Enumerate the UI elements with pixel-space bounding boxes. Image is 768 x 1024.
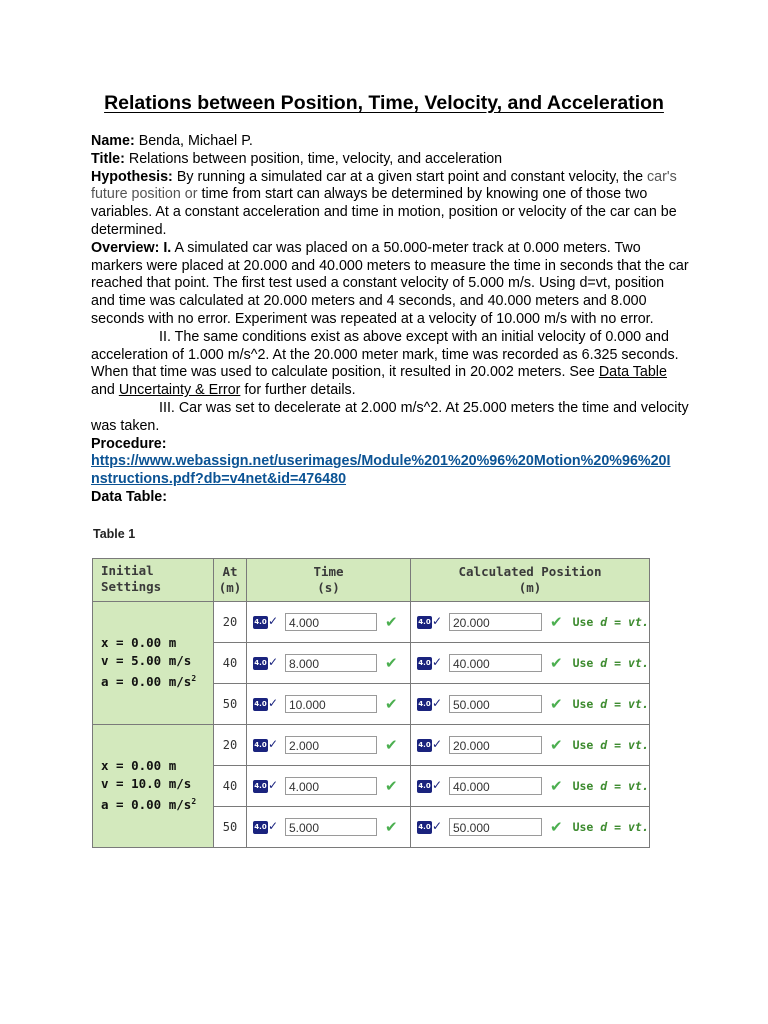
table-row (93, 602, 650, 643)
overview-part2-end: for further details. (244, 382, 356, 399)
overview-paragraph-3 (91, 400, 691, 436)
correct-check-icon: ✔ (550, 613, 563, 631)
formula-hint: Use d = vt. (572, 738, 649, 752)
position-answer-field[interactable]: 40.000 (449, 654, 542, 672)
position-answer-field[interactable]: 40.000 (449, 777, 542, 795)
document-body (91, 133, 691, 507)
submitted-check-icon: ✓ (432, 736, 443, 751)
submitted-check-icon: ✓ (268, 613, 279, 628)
document-title: Relations between Position, Time, Velocity, and Acceleration (104, 92, 664, 114)
name-line (91, 133, 691, 151)
time-answer-field[interactable]: 2.000 (285, 736, 377, 754)
version-badge-icon: 4.0 (253, 739, 268, 752)
version-badge-icon: 4.0 (253, 780, 268, 793)
correct-check-icon: ✔ (385, 818, 398, 836)
submitted-check-icon: ✓ (268, 736, 279, 751)
time-cell (247, 766, 411, 807)
overview-part3-text: III. Car was set to decelerate at 2.000 m/s^2. At 25.000 meters the time and velocity was taken. (91, 399, 689, 434)
at-cell: 20 (214, 725, 247, 766)
procedure-url-link[interactable]: https://www.webassign.net/userimages/Module%201%20%96%20Motion%20%96%20Instructions.pdf?db=v4net&id=476480 (91, 453, 671, 488)
time-cell (247, 602, 411, 643)
position-cell (411, 643, 650, 684)
correct-check-icon: ✔ (550, 695, 563, 713)
submitted-check-icon: ✓ (268, 818, 279, 833)
formula-hint: Use d = vt. (572, 656, 649, 670)
version-badge-icon: 4.0 (417, 616, 432, 629)
version-badge-icon: 4.0 (253, 821, 268, 834)
time-cell (247, 684, 411, 725)
overview-paragraph-2 (91, 329, 691, 400)
correct-check-icon: ✔ (385, 695, 398, 713)
time-answer-field[interactable]: 10.000 (285, 695, 377, 713)
table-header-row (93, 559, 650, 602)
header-initial-settings: Initial Settings (93, 559, 214, 602)
title-value: Relations between position, time, velocity, and acceleration (128, 150, 503, 167)
version-badge-icon: 4.0 (417, 657, 432, 670)
overview-part1-text: A simulated car was placed on a 50.000-meter track at 0.000 meters. Two markers were placed at 20.000 and 40.000 meters to measure the time in seconds that the car reached that point. The first test used a constant velocity of 5.000 m/s. Using d=vt, position and time was calculated at 20.000 meters and 4 seconds, and 40.000 meters and 8.000 seconds with no error. Experiment was repeated at a velocity of 10.000 m/s with no error. (91, 239, 689, 327)
data-table-heading: Data Table: (91, 488, 168, 505)
data-table-link[interactable]: Data Table (598, 364, 667, 381)
setting-line: x = 0.00 m (101, 758, 177, 774)
setting-line: v = 10.0 m/s (101, 776, 192, 792)
initial-settings-cell (93, 725, 214, 848)
version-badge-icon: 4.0 (417, 780, 432, 793)
setting-line: a = 0.00 $m/s^2$ (101, 674, 197, 690)
hypothesis-text-a: By running a simulated car at a given start point and constant velocity, the (176, 168, 644, 185)
position-answer-field[interactable]: 50.000 (449, 695, 542, 713)
correct-check-icon: ✔ (550, 818, 563, 836)
correct-check-icon: ✔ (550, 736, 563, 754)
position-answer-field[interactable]: 20.000 (449, 613, 542, 631)
overview-and: and (91, 382, 115, 399)
submitted-check-icon: ✓ (268, 654, 279, 669)
submitted-check-icon: ✓ (432, 654, 443, 669)
submitted-check-icon: ✓ (432, 777, 443, 792)
version-badge-icon: 4.0 (417, 739, 432, 752)
version-badge-icon: 4.0 (417, 698, 432, 711)
version-badge-icon: 4.0 (253, 657, 268, 670)
time-answer-field[interactable]: 4.000 (285, 613, 377, 631)
formula-hint: Use d = vt. (572, 697, 649, 711)
title-line (91, 151, 691, 169)
results-table (92, 558, 650, 848)
correct-check-icon: ✔ (385, 613, 398, 631)
at-cell: 50 (214, 684, 247, 725)
position-cell (411, 766, 650, 807)
position-cell (411, 684, 650, 725)
position-answer-field[interactable]: 20.000 (449, 736, 542, 754)
name-label: Name: (91, 133, 135, 149)
table-row (93, 725, 650, 766)
title-label: Title: (91, 150, 125, 167)
correct-check-icon: ✔ (385, 654, 398, 672)
time-answer-field[interactable]: 8.000 (285, 654, 377, 672)
overview-part1-label: I. (163, 239, 172, 256)
overview-paragraph-1 (91, 240, 691, 329)
name-value: Benda, Michael P. (138, 133, 253, 149)
initial-settings-cell (93, 602, 214, 725)
time-answer-field[interactable]: 4.000 (285, 777, 377, 795)
submitted-check-icon: ✓ (268, 695, 279, 710)
time-answer-field[interactable]: 5.000 (285, 818, 377, 836)
hypothesis-label: Hypothesis: (91, 168, 173, 185)
hypothesis-paragraph (91, 169, 691, 240)
table-caption: Table 1 (93, 527, 136, 541)
time-cell (247, 807, 411, 848)
procedure-line (91, 436, 691, 454)
at-cell: 50 (214, 807, 247, 848)
formula-hint: Use d = vt. (572, 615, 649, 629)
time-cell (247, 725, 411, 766)
position-cell (411, 807, 650, 848)
procedure-url-line (91, 453, 671, 489)
correct-check-icon: ✔ (550, 654, 563, 672)
setting-line: x = 0.00 m (101, 635, 177, 651)
formula-hint: Use d = vt. (572, 820, 649, 834)
overview-label: Overview: (91, 239, 160, 256)
submitted-check-icon: ✓ (432, 818, 443, 833)
version-badge-icon: 4.0 (253, 698, 268, 711)
at-cell: 40 (214, 766, 247, 807)
formula-hint: Use d = vt. (572, 779, 649, 793)
position-cell (411, 602, 650, 643)
setting-line: a = 0.00 $m/s^2$ (101, 797, 197, 813)
position-cell (411, 725, 650, 766)
header-time: Time (s) (247, 559, 411, 602)
position-answer-field[interactable]: 50.000 (449, 818, 542, 836)
hypothesis-text-grey: car's future position or (91, 168, 677, 203)
at-cell: 40 (214, 643, 247, 684)
version-badge-icon: 4.0 (417, 821, 432, 834)
version-badge-icon: 4.0 (253, 616, 268, 629)
submitted-check-icon: ✓ (268, 777, 279, 792)
submitted-check-icon: ✓ (432, 613, 443, 628)
header-at: At (m) (214, 559, 247, 602)
time-cell (247, 643, 411, 684)
correct-check-icon: ✔ (385, 736, 398, 754)
correct-check-icon: ✔ (385, 777, 398, 795)
setting-line: v = 5.00 m/s (101, 653, 192, 669)
submitted-check-icon: ✓ (432, 695, 443, 710)
correct-check-icon: ✔ (550, 777, 563, 795)
uncertainty-link[interactable]: Uncertainty & Error (118, 382, 241, 399)
procedure-label: Procedure: (91, 435, 167, 452)
overview-part2-text: II. The same conditions exist as above except with an initial velocity of 0.000 and acceleration of 1.000 m/s^2. At the 20.000 meter mark, time was recorded as 6.325 seconds. When that time was used to calculate position, it resulted in 20.002 meters. See (91, 328, 679, 381)
hypothesis-text-b: time from start can always be determined by knowing one of those two variables. At a constant acceleration and time in motion, position or velocity of the car can be determined. (91, 186, 677, 238)
header-calculated-position: Calculated Position (m) (411, 559, 650, 602)
at-cell: 20 (214, 602, 247, 643)
